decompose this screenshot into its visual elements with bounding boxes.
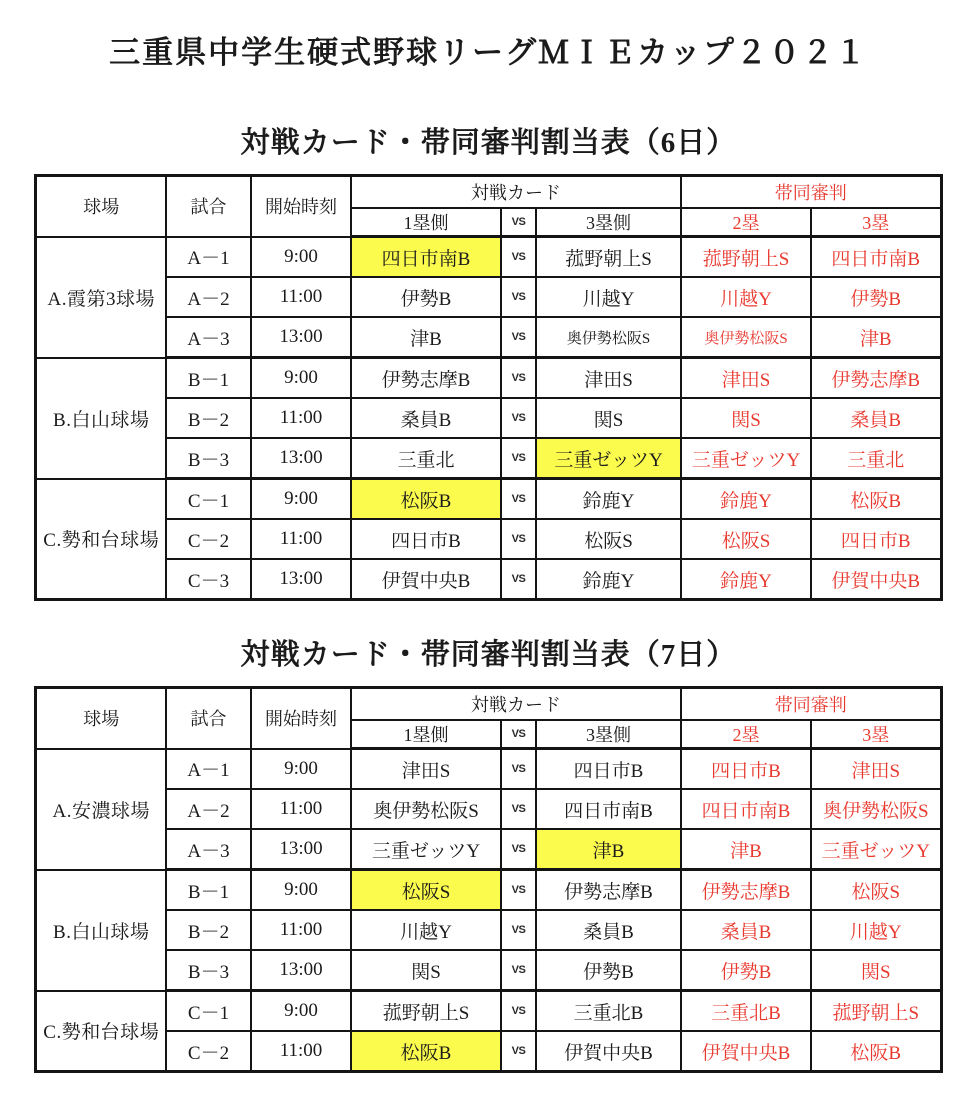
ump-3b-cell: 関S	[811, 950, 941, 991]
col-header-vs: VS	[501, 208, 536, 237]
game-row	[36, 277, 941, 317]
col-header-umpires: 帯同審判	[681, 688, 941, 721]
vs-cell: VS	[501, 277, 536, 317]
ump-3b-cell: 松阪B	[811, 1031, 941, 1072]
vs-cell: VS	[501, 1031, 536, 1072]
start-time-cell: 11:00	[251, 1031, 351, 1072]
game-row	[36, 950, 941, 991]
game-row	[36, 1031, 941, 1072]
first-base-team-cell: 三重ゼッツY	[351, 829, 501, 870]
ump-2b-cell: 奥伊勢松阪S	[681, 317, 811, 358]
ump-3b-cell: 松阪B	[811, 479, 941, 520]
schedule-section-day7	[0, 632, 977, 1073]
col-header-venue: 球場	[36, 176, 166, 237]
vs-cell: VS	[501, 559, 536, 600]
col-header-game: 試合	[166, 176, 251, 237]
game-row	[36, 991, 941, 1032]
game-id-cell: C－1	[166, 991, 251, 1032]
vs-cell: VS	[501, 829, 536, 870]
first-base-team-cell: 関S	[351, 950, 501, 991]
venue-cell: C.勢和台球場	[36, 479, 166, 600]
game-id-cell: C－1	[166, 479, 251, 520]
ump-3b-cell: 三重ゼッツY	[811, 829, 941, 870]
ump-2b-cell: 川越Y	[681, 277, 811, 317]
ump-3b-cell: 菰野朝上S	[811, 991, 941, 1032]
ump-3b-cell: 川越Y	[811, 910, 941, 950]
col-header-start-time: 開始時刻	[251, 688, 351, 749]
third-base-team-cell: 桑員B	[536, 910, 681, 950]
first-base-team-cell: 奥伊勢松阪S	[351, 789, 501, 829]
game-row	[36, 559, 941, 600]
col-header-game: 試合	[166, 688, 251, 749]
game-id-cell: A－1	[166, 237, 251, 278]
first-base-team-cell: 松阪B	[351, 1031, 501, 1072]
third-base-team-cell: 三重北B	[536, 991, 681, 1032]
vs-cell: VS	[501, 870, 536, 911]
ump-3b-cell: 桑員B	[811, 398, 941, 438]
start-time-cell: 9:00	[251, 358, 351, 399]
game-row	[36, 829, 941, 870]
vs-cell: VS	[501, 519, 536, 559]
vs-cell: VS	[501, 237, 536, 278]
start-time-cell: 11:00	[251, 277, 351, 317]
start-time-cell: 13:00	[251, 950, 351, 991]
ump-2b-cell: 伊勢志摩B	[681, 870, 811, 911]
game-id-cell: B－2	[166, 910, 251, 950]
col-header-ump-3b: 3塁	[811, 208, 941, 237]
col-header-venue: 球場	[36, 688, 166, 749]
venue-cell: A.霞第3球場	[36, 237, 166, 358]
third-base-team-cell: 川越Y	[536, 277, 681, 317]
start-time-cell: 9:00	[251, 749, 351, 790]
vs-cell: VS	[501, 749, 536, 790]
third-base-team-cell: 津田S	[536, 358, 681, 399]
game-id-cell: A－2	[166, 277, 251, 317]
ump-2b-cell: 津田S	[681, 358, 811, 399]
first-base-team-cell: 川越Y	[351, 910, 501, 950]
start-time-cell: 9:00	[251, 237, 351, 278]
game-row	[36, 358, 941, 399]
game-row	[36, 438, 941, 479]
third-base-team-cell: 菰野朝上S	[536, 237, 681, 278]
ump-3b-cell: 津田S	[811, 749, 941, 790]
ump-2b-cell: 鈴鹿Y	[681, 479, 811, 520]
col-header-match-card: 対戦カード	[351, 176, 681, 209]
vs-cell: VS	[501, 991, 536, 1032]
third-base-team-cell: 関S	[536, 398, 681, 438]
schedule-table	[34, 174, 942, 601]
col-header-start-time: 開始時刻	[251, 176, 351, 237]
schedule-table-day6-mount	[0, 174, 977, 601]
ump-2b-cell: 津B	[681, 829, 811, 870]
third-base-team-cell: 四日市B	[536, 749, 681, 790]
vs-cell: VS	[501, 317, 536, 358]
ump-2b-cell: 三重ゼッツY	[681, 438, 811, 479]
game-id-cell: C－2	[166, 519, 251, 559]
schedule-document	[0, 27, 977, 1073]
start-time-cell: 13:00	[251, 559, 351, 600]
first-base-team-cell: 津田S	[351, 749, 501, 790]
third-base-team-cell: 奥伊勢松阪S	[536, 317, 681, 358]
first-base-team-cell: 桑員B	[351, 398, 501, 438]
col-header-ump-2b: 2塁	[681, 720, 811, 749]
table-title-day6: 対戦カード・帯同審判割当表（6日）	[240, 127, 737, 159]
first-base-team-cell: 四日市南B	[351, 237, 501, 278]
game-row	[36, 789, 941, 829]
ump-2b-cell: 伊賀中央B	[681, 1031, 811, 1072]
game-row	[36, 237, 941, 278]
game-row	[36, 749, 941, 790]
third-base-team-cell: 三重ゼッツY	[536, 438, 681, 479]
third-base-team-cell: 松阪S	[536, 519, 681, 559]
third-base-team-cell: 伊賀中央B	[536, 1031, 681, 1072]
start-time-cell: 11:00	[251, 519, 351, 559]
vs-cell: VS	[501, 438, 536, 479]
ump-3b-cell: 伊賀中央B	[811, 559, 941, 600]
first-base-team-cell: 津B	[351, 317, 501, 358]
start-time-cell: 9:00	[251, 479, 351, 520]
col-header-ump-2b: 2塁	[681, 208, 811, 237]
start-time-cell: 11:00	[251, 789, 351, 829]
ump-2b-cell: 伊勢B	[681, 950, 811, 991]
first-base-team-cell: 松阪S	[351, 870, 501, 911]
col-header-match-card: 対戦カード	[351, 688, 681, 721]
col-header-ump-3b: 3塁	[811, 720, 941, 749]
schedule-table	[34, 686, 942, 1073]
game-id-cell: A－1	[166, 749, 251, 790]
schedule-section-day6	[0, 120, 977, 601]
schedule-table-day7-mount	[0, 686, 977, 1073]
third-base-team-cell: 伊勢B	[536, 950, 681, 991]
vs-cell: VS	[501, 950, 536, 991]
table-title-day7: 対戦カード・帯同審判割当表（7日）	[240, 639, 737, 671]
game-id-cell: C－3	[166, 559, 251, 600]
ump-2b-cell: 四日市B	[681, 749, 811, 790]
venue-cell: C.勢和台球場	[36, 991, 166, 1072]
game-row	[36, 519, 941, 559]
start-time-cell: 11:00	[251, 910, 351, 950]
first-base-team-cell: 松阪B	[351, 479, 501, 520]
col-header-vs: VS	[501, 720, 536, 749]
page-title: 三重県中学生硬式野球リーグＭＩＥカップ２０２１	[109, 35, 868, 70]
start-time-cell: 9:00	[251, 991, 351, 1032]
game-id-cell: B－3	[166, 438, 251, 479]
game-id-cell: B－3	[166, 950, 251, 991]
vs-cell: VS	[501, 789, 536, 829]
first-base-team-cell: 伊勢志摩B	[351, 358, 501, 399]
ump-3b-cell: 松阪S	[811, 870, 941, 911]
col-header-first-base: 1塁側	[351, 208, 501, 237]
col-header-first-base: 1塁側	[351, 720, 501, 749]
third-base-team-cell: 津B	[536, 829, 681, 870]
first-base-team-cell: 伊勢B	[351, 277, 501, 317]
game-id-cell: C－2	[166, 1031, 251, 1072]
ump-2b-cell: 三重北B	[681, 991, 811, 1032]
venue-cell: B.白山球場	[36, 870, 166, 991]
vs-cell: VS	[501, 398, 536, 438]
ump-3b-cell: 伊勢B	[811, 277, 941, 317]
ump-3b-cell: 四日市南B	[811, 237, 941, 278]
first-base-team-cell: 伊賀中央B	[351, 559, 501, 600]
game-id-cell: A－3	[166, 317, 251, 358]
col-header-third-base: 3塁側	[536, 720, 681, 749]
game-id-cell: A－2	[166, 789, 251, 829]
ump-3b-cell: 四日市B	[811, 519, 941, 559]
game-id-cell: B－1	[166, 358, 251, 399]
ump-3b-cell: 津B	[811, 317, 941, 358]
start-time-cell: 13:00	[251, 438, 351, 479]
ump-3b-cell: 三重北	[811, 438, 941, 479]
ump-3b-cell: 奥伊勢松阪S	[811, 789, 941, 829]
first-base-team-cell: 四日市B	[351, 519, 501, 559]
ump-3b-cell: 伊勢志摩B	[811, 358, 941, 399]
ump-2b-cell: 桑員B	[681, 910, 811, 950]
vs-cell: VS	[501, 910, 536, 950]
game-id-cell: B－2	[166, 398, 251, 438]
third-base-team-cell: 鈴鹿Y	[536, 479, 681, 520]
start-time-cell: 13:00	[251, 829, 351, 870]
first-base-team-cell: 三重北	[351, 438, 501, 479]
third-base-team-cell: 伊勢志摩B	[536, 870, 681, 911]
venue-cell: B.白山球場	[36, 358, 166, 479]
game-row	[36, 398, 941, 438]
third-base-team-cell: 四日市南B	[536, 789, 681, 829]
game-row	[36, 870, 941, 911]
start-time-cell: 9:00	[251, 870, 351, 911]
ump-2b-cell: 四日市南B	[681, 789, 811, 829]
venue-cell: A.安濃球場	[36, 749, 166, 870]
game-id-cell: A－3	[166, 829, 251, 870]
first-base-team-cell: 菰野朝上S	[351, 991, 501, 1032]
ump-2b-cell: 菰野朝上S	[681, 237, 811, 278]
ump-2b-cell: 関S	[681, 398, 811, 438]
game-row	[36, 479, 941, 520]
ump-2b-cell: 鈴鹿Y	[681, 559, 811, 600]
col-header-third-base: 3塁側	[536, 208, 681, 237]
vs-cell: VS	[501, 479, 536, 520]
third-base-team-cell: 鈴鹿Y	[536, 559, 681, 600]
game-row	[36, 910, 941, 950]
vs-cell: VS	[501, 358, 536, 399]
start-time-cell: 11:00	[251, 398, 351, 438]
game-row	[36, 317, 941, 358]
col-header-umpires: 帯同審判	[681, 176, 941, 209]
game-id-cell: B－1	[166, 870, 251, 911]
start-time-cell: 13:00	[251, 317, 351, 358]
ump-2b-cell: 松阪S	[681, 519, 811, 559]
